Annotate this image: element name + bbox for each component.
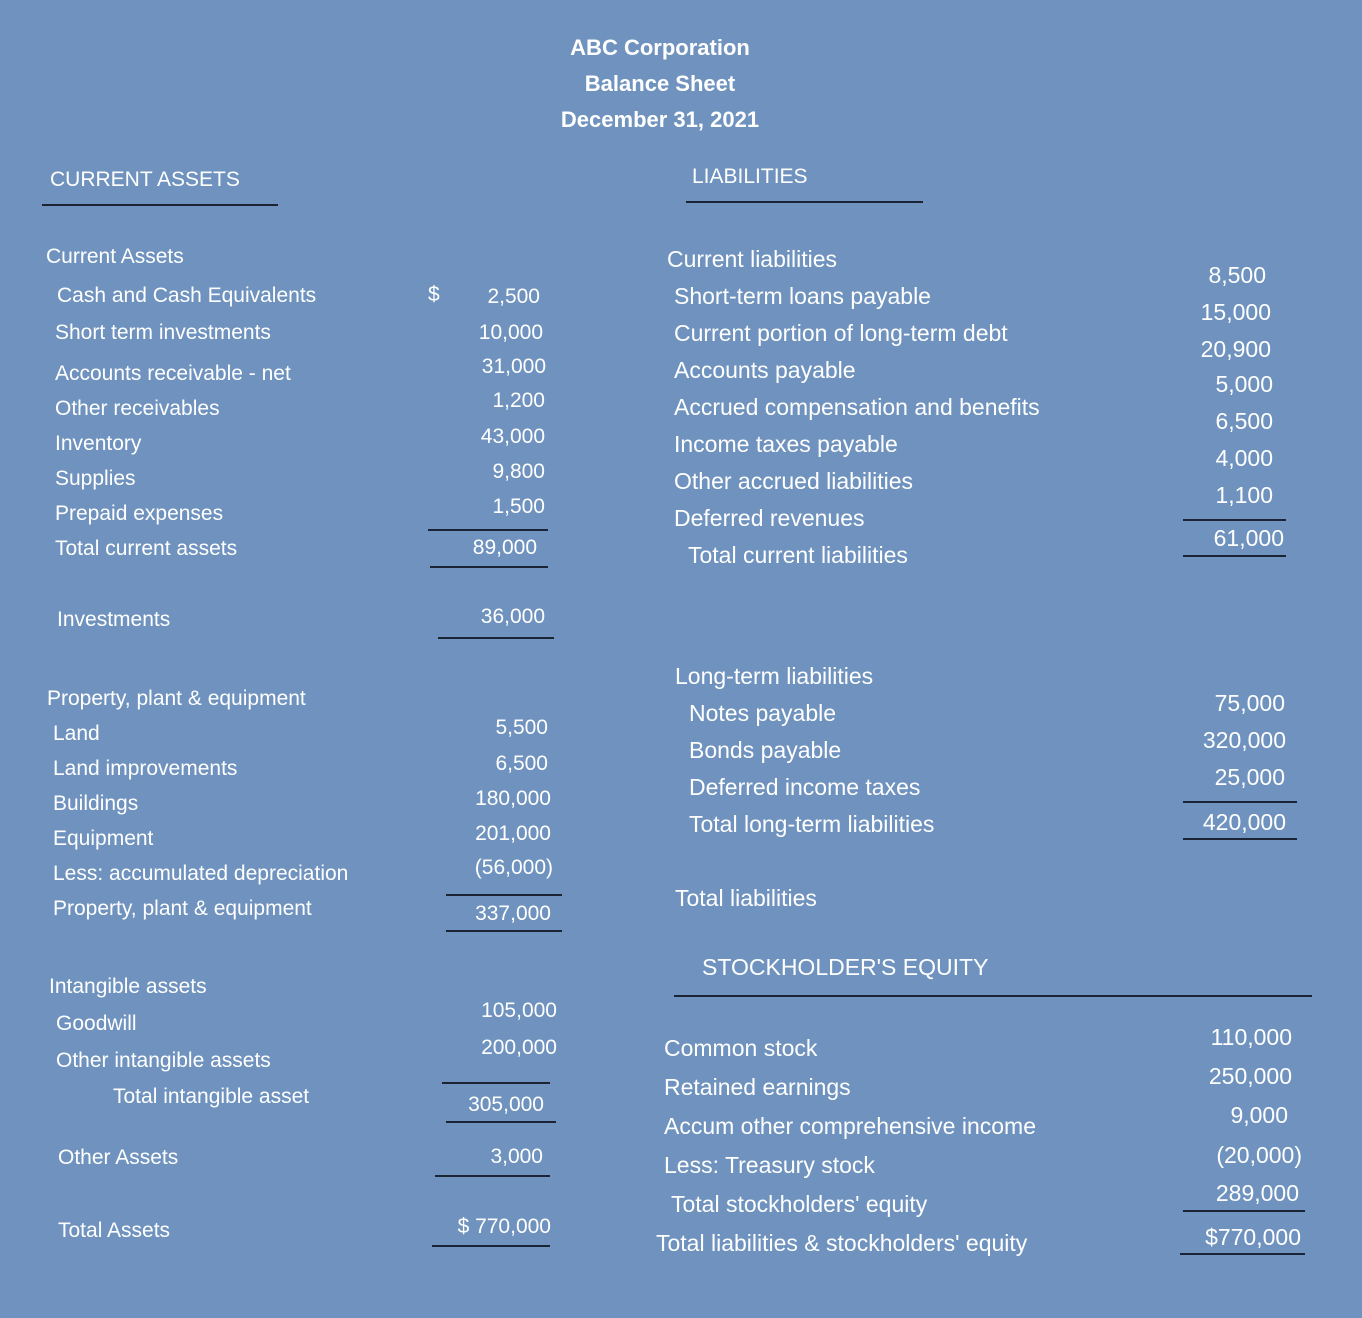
divider xyxy=(446,1121,556,1123)
total-label: Total intangible asset xyxy=(113,1085,310,1108)
line-item-value: 5,000 xyxy=(1215,371,1273,397)
total-value: 61,000 xyxy=(1213,525,1284,551)
line-item-label: Cash and Cash Equivalents xyxy=(57,284,317,307)
line-item-label: Accrued compensation and benefits xyxy=(674,394,1040,420)
line-item-value: 10,000 xyxy=(478,321,543,344)
line-item-label: Bonds payable xyxy=(689,737,842,763)
total-value: 420,000 xyxy=(1202,809,1286,835)
line-item-label: Buildings xyxy=(53,792,139,815)
divider xyxy=(1183,519,1286,521)
investments-label: Investments xyxy=(57,608,171,631)
line-item-value: 200,000 xyxy=(481,1036,557,1059)
divider xyxy=(674,995,1312,997)
company-name: ABC Corporation xyxy=(570,35,750,60)
divider xyxy=(42,204,278,206)
line-item-label: Common stock xyxy=(664,1035,818,1061)
statement-date: December 31, 2021 xyxy=(560,107,760,132)
line-item-label: Goodwill xyxy=(56,1012,137,1035)
assets-heading: CURRENT ASSETS xyxy=(50,168,240,191)
divider xyxy=(1180,1253,1305,1255)
total-value: 289,000 xyxy=(1215,1180,1299,1206)
total-label: Property, plant & equipment xyxy=(53,897,312,920)
line-item-value: 6,500 xyxy=(1215,408,1273,434)
divider xyxy=(430,566,548,568)
line-item-value: 320,000 xyxy=(1202,727,1286,753)
divider xyxy=(1183,838,1297,840)
line-item-label: Less: accumulated depreciation xyxy=(53,862,349,885)
line-item-value: 43,000 xyxy=(480,425,545,448)
line-item-value: 180,000 xyxy=(475,787,551,810)
line-item-value: (56,000) xyxy=(474,856,553,879)
line-item-label: Other intangible assets xyxy=(56,1049,271,1072)
line-item-value: 20,900 xyxy=(1200,336,1271,362)
line-item-label: Short term investments xyxy=(55,321,271,344)
total-assets-value: $ 770,000 xyxy=(457,1215,551,1238)
other-assets-label: Other Assets xyxy=(58,1146,179,1169)
divider xyxy=(446,894,562,896)
total-value: 337,000 xyxy=(475,902,551,925)
line-item-label: Other accrued liabilities xyxy=(674,468,914,494)
line-item-label: Short-term loans payable xyxy=(674,283,931,309)
line-item-value: 1,500 xyxy=(492,495,545,518)
line-item-label: Notes payable xyxy=(689,700,837,726)
line-item-label: Supplies xyxy=(55,467,136,490)
line-item-value: 75,000 xyxy=(1214,690,1285,716)
other-assets-value: 3,000 xyxy=(490,1145,543,1168)
section-label: Long-term liabilities xyxy=(675,663,874,689)
line-item-label: Equipment xyxy=(53,827,154,850)
total-label: Total current assets xyxy=(55,537,238,560)
line-item-label: Accounts payable xyxy=(674,357,856,383)
line-item-label: Deferred income taxes xyxy=(689,774,921,800)
divider xyxy=(686,201,923,203)
line-item-value: 1,200 xyxy=(492,389,545,412)
section-label: Current Assets xyxy=(46,245,184,268)
line-item-label: Deferred revenues xyxy=(674,505,865,531)
line-item-label: Land xyxy=(53,722,100,745)
line-item-value: 4,000 xyxy=(1215,445,1273,471)
total-label: Total long-term liabilities xyxy=(689,811,935,837)
line-item-label: Accum other comprehensive income xyxy=(664,1113,1036,1139)
line-item-value: 201,000 xyxy=(475,822,551,845)
line-item-value: 250,000 xyxy=(1208,1063,1292,1089)
total-liabilities-label: Total liabilities xyxy=(675,885,817,911)
line-item-label: Income taxes payable xyxy=(674,431,898,457)
line-item-value: 6,500 xyxy=(495,752,548,775)
total-label: Total current liabilities xyxy=(688,542,908,568)
line-item-value: 110,000 xyxy=(1210,1024,1292,1050)
divider xyxy=(428,529,548,531)
line-item-value: 1,100 xyxy=(1215,482,1273,508)
total-assets-label: Total Assets xyxy=(58,1219,171,1242)
divider xyxy=(1183,555,1286,557)
line-item-value: 15,000 xyxy=(1200,299,1271,325)
divider xyxy=(1183,1210,1305,1212)
divider xyxy=(442,1082,550,1084)
section-label: Intangible assets xyxy=(49,975,207,998)
line-item-value: 8,500 xyxy=(1208,262,1266,288)
statement-title: Balance Sheet xyxy=(584,71,736,96)
line-item-label: Land improvements xyxy=(53,757,238,780)
section-label: Current liabilities xyxy=(667,246,838,272)
line-item-label: Inventory xyxy=(55,432,142,455)
line-item-label: Prepaid expenses xyxy=(55,502,224,525)
line-item-label: Current portion of long-term debt xyxy=(674,320,1008,346)
total-value: 89,000 xyxy=(472,536,537,559)
investments-value: 36,000 xyxy=(480,605,545,628)
line-item-label: Less: Treasury stock xyxy=(664,1152,875,1178)
equity-heading: STOCKHOLDER'S EQUITY xyxy=(702,954,989,980)
line-item-label: Accounts receivable - net xyxy=(55,362,291,385)
line-item-value: 9,800 xyxy=(492,460,545,483)
line-item-value: 31,000 xyxy=(481,355,546,378)
divider xyxy=(446,930,562,932)
line-item-value: 105,000 xyxy=(481,999,557,1022)
line-item-label: Retained earnings xyxy=(664,1074,851,1100)
line-item-label: Other receivables xyxy=(55,397,220,420)
line-item-value: 2,500 xyxy=(487,285,540,308)
line-item-value: 9,000 xyxy=(1230,1102,1288,1128)
line-item-value: (20,000) xyxy=(1216,1142,1302,1168)
currency-symbol: $ xyxy=(428,283,440,306)
section-label: Property, plant & equipment xyxy=(47,687,306,710)
grand-total-value: $770,000 xyxy=(1205,1224,1301,1250)
divider xyxy=(1183,801,1297,803)
divider xyxy=(432,1245,550,1247)
total-label: Total stockholders' equity xyxy=(671,1191,928,1217)
grand-total-label: Total liabilities & stockholders' equity xyxy=(656,1230,1028,1256)
liabilities-heading: LIABILITIES xyxy=(692,165,808,188)
total-value: 305,000 xyxy=(468,1093,544,1116)
divider xyxy=(438,637,554,639)
line-item-value: 25,000 xyxy=(1214,764,1285,790)
divider xyxy=(435,1175,550,1177)
line-item-value: 5,500 xyxy=(495,716,548,739)
